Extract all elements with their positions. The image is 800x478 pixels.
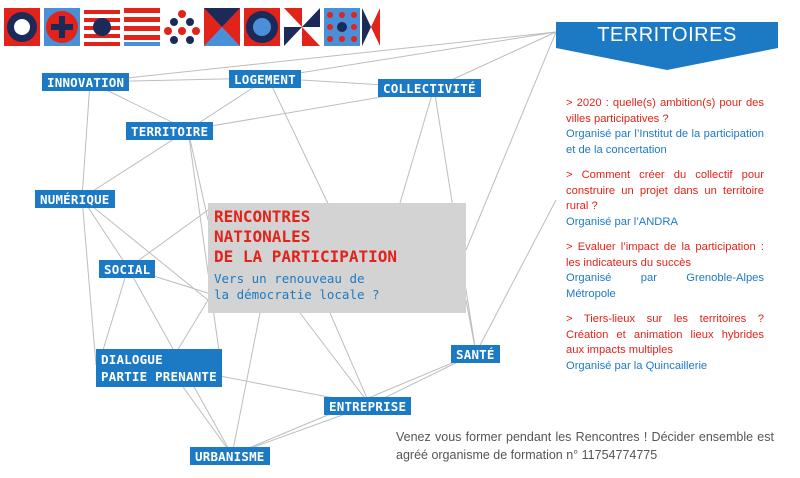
territoires-arrow bbox=[556, 48, 778, 70]
event-item bbox=[566, 168, 764, 230]
event-item bbox=[566, 96, 764, 158]
tag-label-line1: DIALOGUE bbox=[101, 352, 163, 367]
center-title-box bbox=[208, 203, 466, 313]
event-title-line2: NATIONALES bbox=[214, 227, 311, 246]
tag-label: URBANISME bbox=[195, 449, 265, 464]
training-notice: Venez vous former pendant les Rencontres ! Décider ensemble est agréé organisme de formation n° 11754774775 bbox=[396, 430, 774, 462]
tag-entreprise bbox=[324, 397, 411, 415]
tag-territoire bbox=[126, 122, 213, 140]
event-item-title: > Tiers-lieux sur les territoires ? Création et animation lieux hybrides aux impacts multiples bbox=[566, 313, 764, 356]
event-subtitle bbox=[214, 271, 380, 303]
tag-urbanisme bbox=[190, 447, 270, 465]
tag-label: SOCIAL bbox=[104, 262, 151, 277]
tag-innovation bbox=[42, 73, 129, 91]
event-title-line1: RENCONTRES bbox=[214, 207, 311, 226]
tag-sante bbox=[451, 345, 500, 363]
tag-label: LOGEMENT bbox=[234, 72, 296, 87]
tag-dialogue-partie-prenante bbox=[96, 349, 222, 387]
tag-numerique bbox=[35, 190, 115, 208]
event-item-title: > Comment créer du collectif pour construire un projet dans un territoire rural ? bbox=[566, 169, 764, 212]
tag-collectivite bbox=[378, 79, 481, 97]
event-item-organizer: Organisé par l’Institut de la participation et de la concertation bbox=[566, 128, 764, 156]
territoires-event-list bbox=[566, 96, 764, 384]
tag-social bbox=[99, 260, 155, 278]
tag-label: ENTREPRISE bbox=[329, 399, 407, 414]
event-subtitle-line1: Vers un renouveau de bbox=[214, 271, 365, 286]
tag-label: SANTÉ bbox=[456, 347, 495, 362]
event-item-title: > 2020 : quelle(s) ambition(s) pour des villes participatives ? bbox=[566, 97, 764, 125]
tag-label: NUMÉRIQUE bbox=[40, 192, 110, 207]
event-item-title: > Evaluer l’impact de la participation : les indicateurs du succès bbox=[566, 241, 764, 269]
tag-label-line2: PARTIE PRENANTE bbox=[101, 369, 217, 384]
event-item bbox=[566, 312, 764, 374]
territoires-heading: TERRITOIRES bbox=[556, 22, 778, 48]
event-title bbox=[214, 207, 397, 267]
tag-label: COLLECTIVITÉ bbox=[383, 81, 476, 96]
event-item-organizer: Organisé par l’ANDRA bbox=[566, 215, 678, 228]
event-item bbox=[566, 240, 764, 302]
event-item-organizer: Organisé par la Quincaillerie bbox=[566, 359, 708, 372]
tag-logement bbox=[229, 70, 301, 88]
tag-label: INNOVATION bbox=[47, 75, 125, 90]
event-item-organizer: Organisé par Grenoble-Alpes Métropole bbox=[566, 272, 764, 300]
tag-label: TERRITOIRE bbox=[131, 124, 209, 139]
event-subtitle-line2: la démocratie locale ? bbox=[214, 287, 380, 302]
event-title-line3: DE LA PARTICIPATION bbox=[214, 247, 398, 266]
